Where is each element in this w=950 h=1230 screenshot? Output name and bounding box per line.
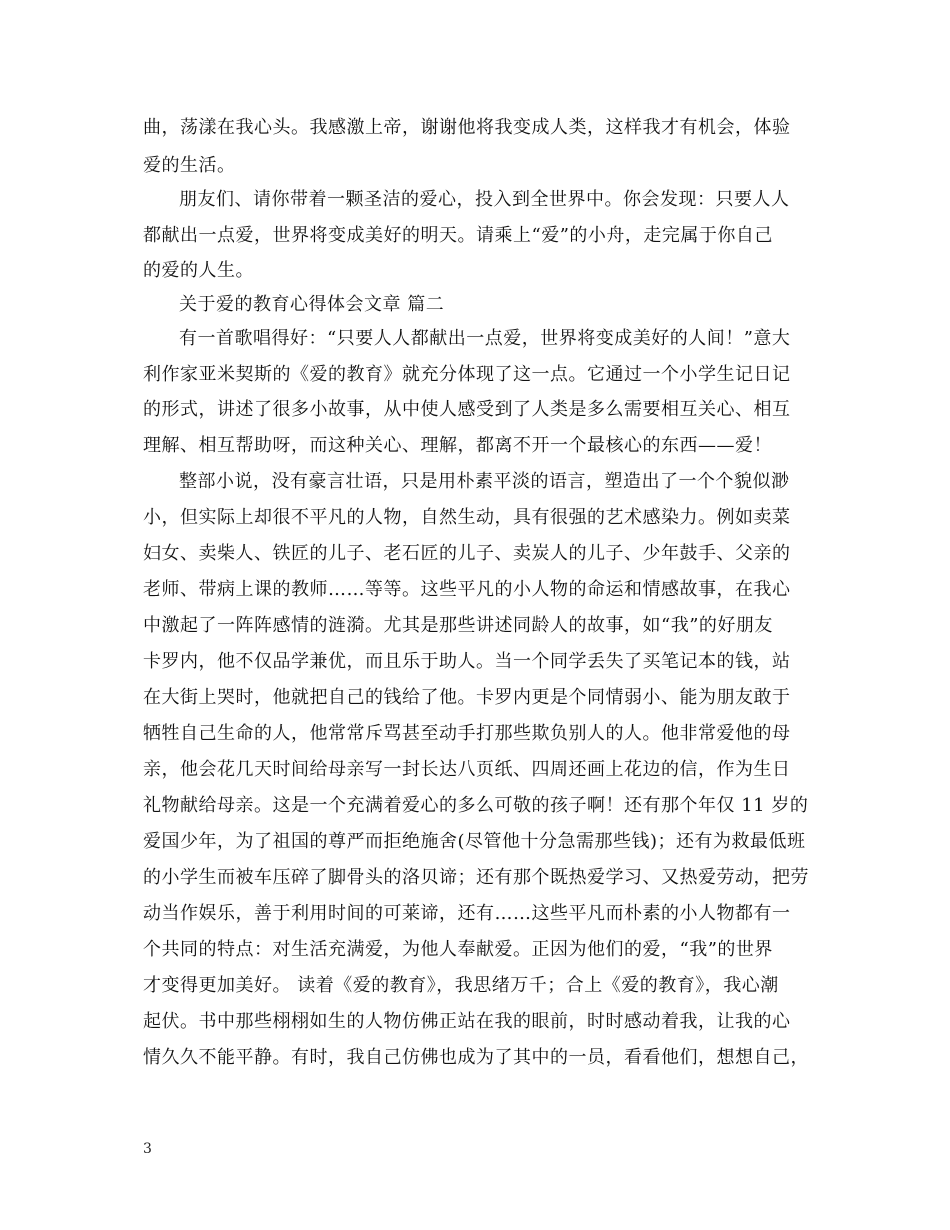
- text-line: 的小学生而被车压碎了脚骨头的洛贝谛；还有那个既热爱学习、又热爱劳动，把劳: [143, 867, 809, 888]
- paragraph-start-line: 朋友们、请你带着一颗圣洁的爱心，投入到全世界中。你会发现：只要人人: [179, 189, 790, 210]
- text-line: 理解、相互帮助呀，而这种关心、理解，都离不开一个最核心的东西——爱！: [143, 435, 772, 456]
- text-line: 起伏。书中那些栩栩如生的人物仿佛正站在我的眼前，时时感动着我，让我的心: [143, 1011, 791, 1032]
- text-line: 爱国少年，为了祖国的尊严而拒绝施舍(尽管他十分急需那些钱)；还有为救最低班: [143, 831, 806, 852]
- text-line: 的形式，讲述了很多小故事，从中使人感受到了人类是多么需要相互关心、相互: [143, 399, 791, 420]
- text-line: 老师、带病上课的教师……等等。这些平凡的小人物的命运和情感故事，在我心: [143, 579, 791, 600]
- text-line: 情久久不能平静。有时，我自己仿佛也成为了其中的一员，看看他们，想想自己，: [143, 1047, 809, 1068]
- text-line: 中激起了一阵阵感情的涟漪。尤其是那些讲述同龄人的故事，如“我”的好朋友: [143, 615, 773, 636]
- text-line: 个共同的特点：对生活充满爱，为他人奉献爱。正因为他们的爱，“我”的世界: [143, 939, 773, 960]
- text-line: 在大街上哭时，他就把自己的钱给了他。卡罗内更是个同情弱小、能为朋友敢于: [143, 687, 791, 708]
- text-line: 妇女、卖柴人、铁匠的儿子、老石匠的儿子、卖炭人的儿子、少年鼓手、父亲的: [143, 543, 791, 564]
- text-line: 动当作娱乐，善于利用时间的可莱谛，还有……这些平凡而朴素的小人物都有一: [143, 903, 791, 924]
- page-number: 3: [143, 1141, 152, 1157]
- text-line: 利作家亚米契斯的《爱的教育》就充分体现了这一点。它通过一个小学生记日记: [143, 364, 791, 385]
- text-line: 都献出一点爱，世界将变成美好的明天。请乘上“爱”的小舟，走完属于你自己: [143, 225, 773, 246]
- text-line: 的爱的人生。: [143, 260, 254, 281]
- text-line: 曲，荡漾在我心头。我感激上帝，谢谢他将我变成人类，这样我才有机会，体验: [143, 117, 791, 138]
- text-line: 小，但实际上却很不平凡的人物，自然生动，具有很强的艺术感染力。例如卖菜: [143, 507, 791, 528]
- text-line: 礼物献给母亲。这是一个充满着爱心的多么可敬的孩子啊！还有那个年仅 11 岁的: [143, 795, 809, 816]
- text-line: 亲，他会花几天时间给母亲写一封长达八页纸、四周还画上花边的信，作为生日: [143, 759, 791, 780]
- section-heading: 关于爱的教育心得体会文章 篇二: [179, 294, 445, 315]
- text-line: 卡罗内，他不仅品学兼优，而且乐于助人。当一个同学丢失了买笔记本的钱，站: [143, 651, 791, 672]
- text-line: 牺牲自己生命的人，他常常斥骂甚至动手打那些欺负别人的人。他非常爱他的母: [143, 723, 791, 744]
- paragraph-start-line: 整部小说，没有豪言壮语，只是用朴素平淡的语言，塑造出了一个个貌似渺: [179, 471, 790, 492]
- text-line: 爱的生活。: [143, 155, 236, 176]
- text-line: 才变得更加美好。 读着《爱的教育》，我思绪万千；合上《爱的教育》，我心潮: [143, 975, 779, 996]
- paragraph-start-line: 有一首歌唱得好：“只要人人都献出一点爱，世界将变成美好的人间！”意大: [179, 328, 791, 349]
